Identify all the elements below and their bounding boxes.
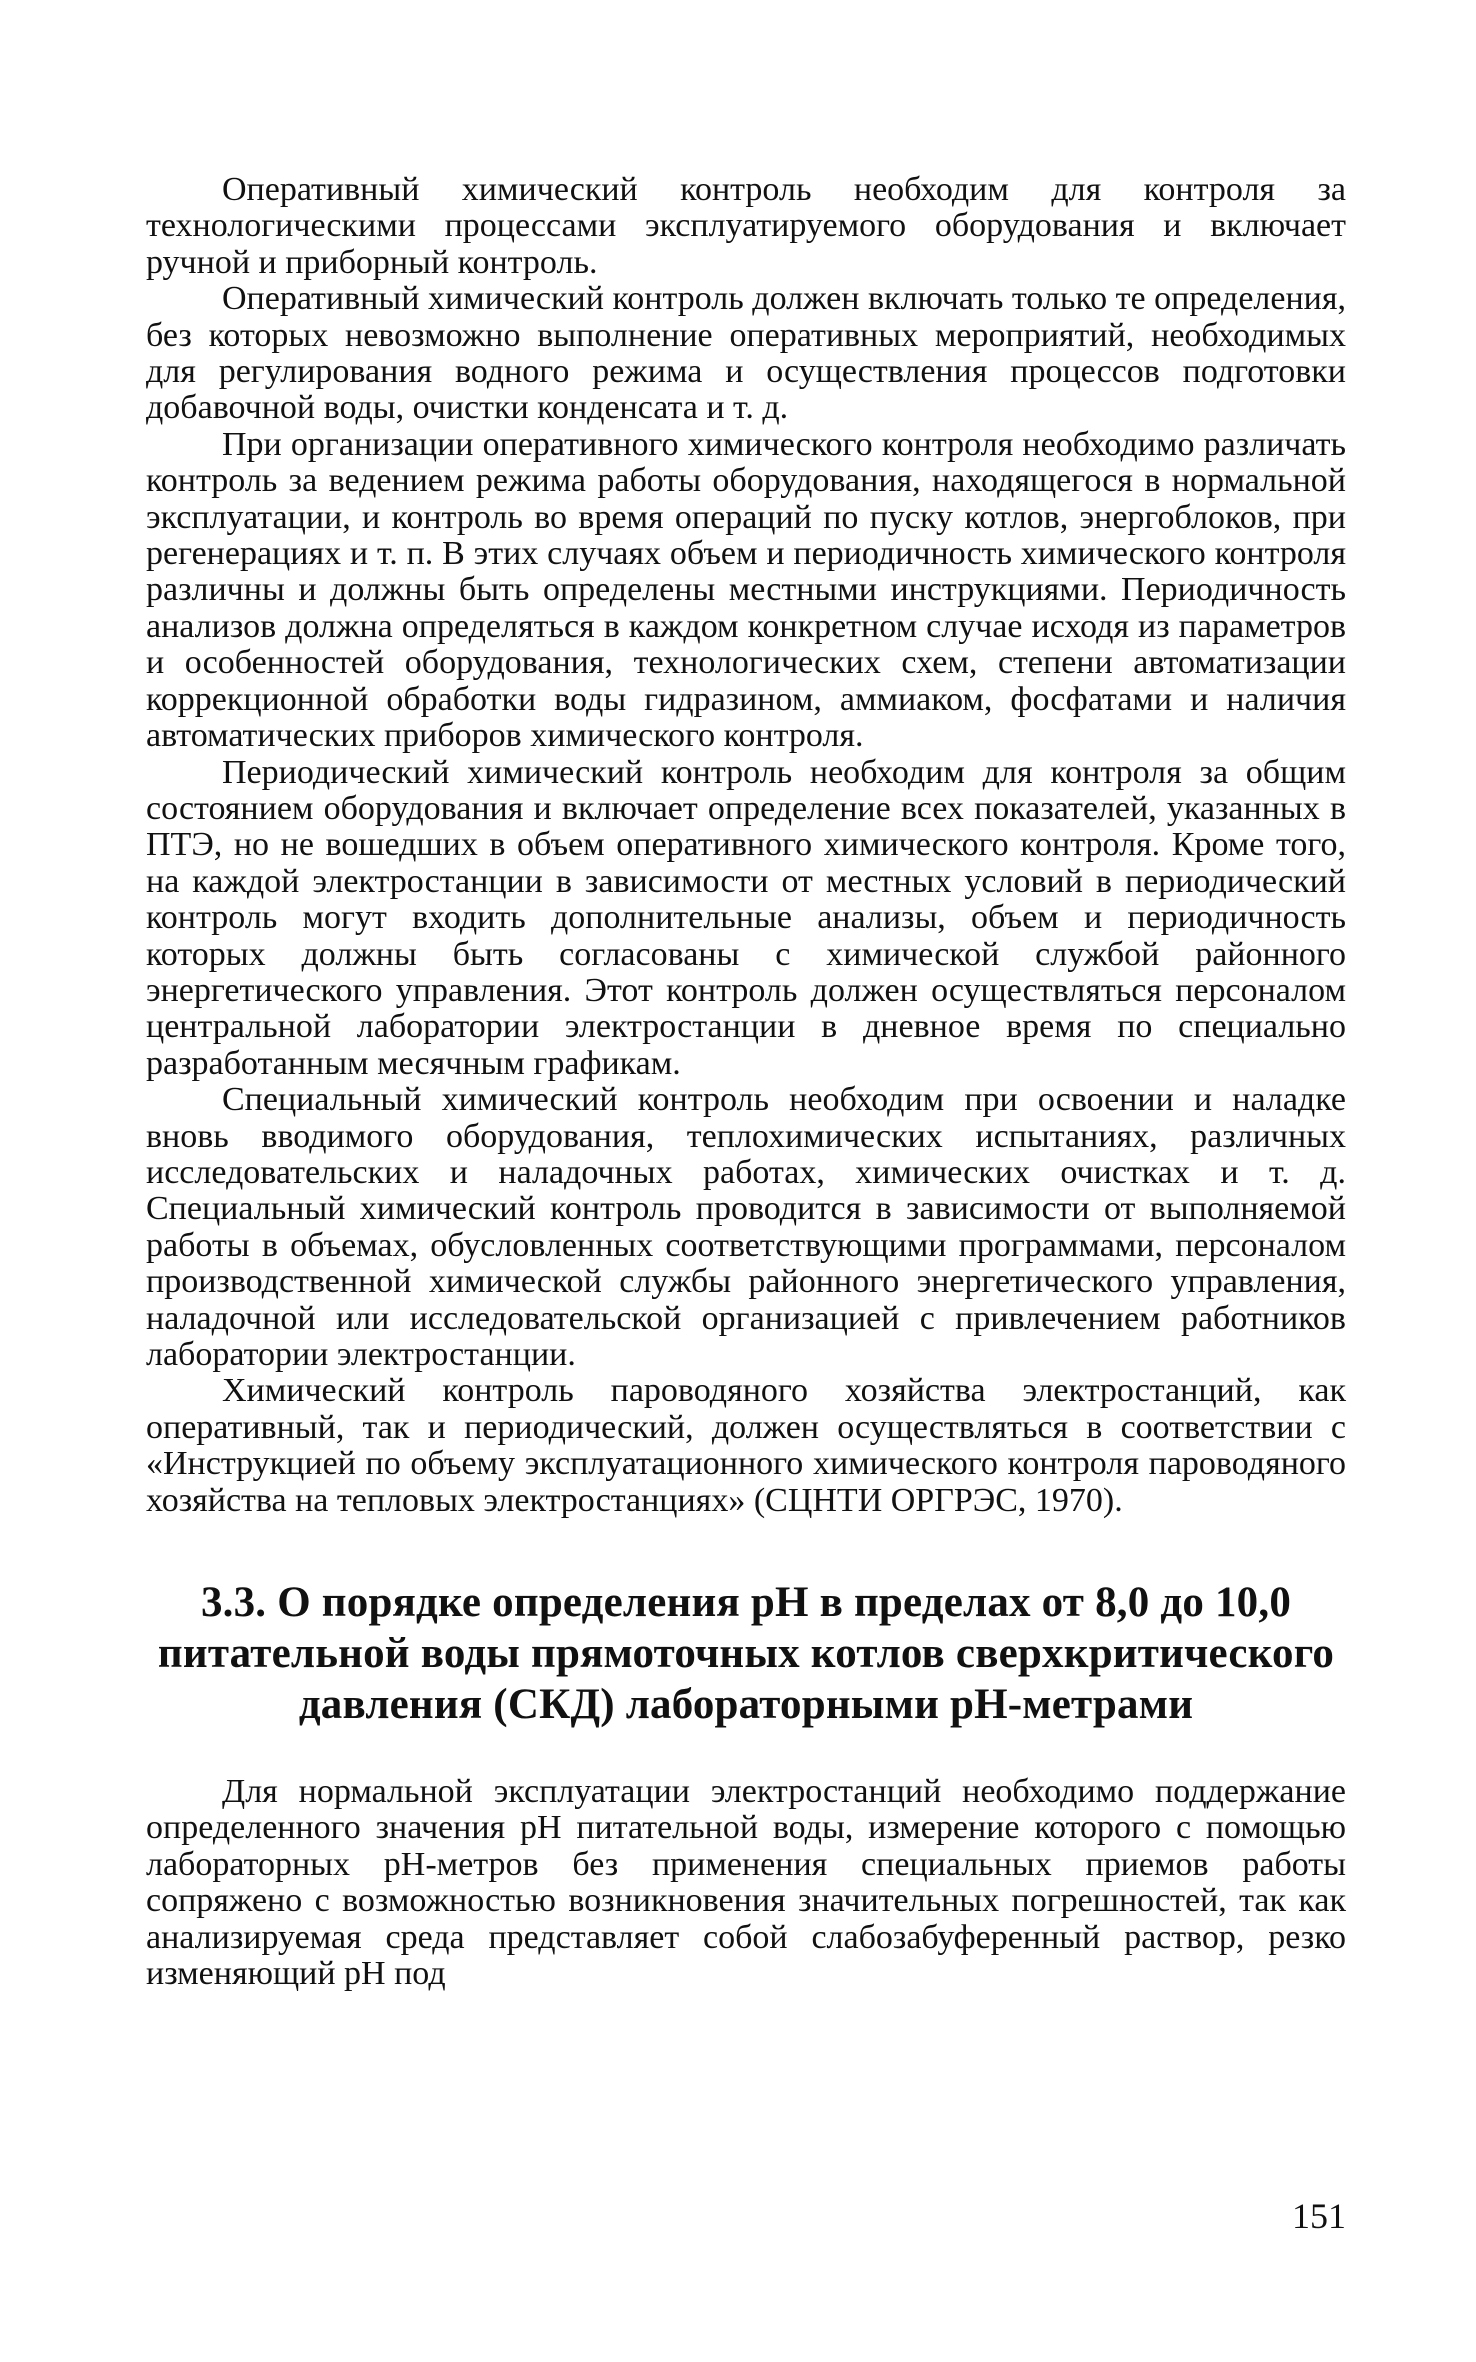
page-body	[146, 172, 1346, 1992]
section-heading: 3.3. О порядке определения pH в пределах от 8,0 до 10,0 питательной воды прямоточных котлов сверхкритического давления (СКД) лабораторными pH-метрами	[157, 1579, 1335, 1729]
page-number: 151	[1292, 2196, 1346, 2236]
paragraph-special-control: Специальный химический контроль необходим при освоении и наладке вновь вводимого оборудования, теплохимических испытаниях, различных исследовательских и наладочных работах, химических очистках и т. д. Специальный химический контроль проводится в зависимости от выполняемой работы в объемах, обусловленных соответствующими программами, персоналом производственной химической службы районного энергетического управления, наладочной или исследовательской организацией с привлечением работников лаборатории электростанции.	[146, 1081, 1346, 1373]
paragraph-operational-scope: Оперативный химический контроль должен включать только те определения, без которых невозможно выполнение оперативных мероприятий, необходимых для регулирования водного режима и осуществления процессов подготовки добавочной воды, очистки конденсата и т. д.	[146, 280, 1346, 427]
paragraph-instruction-reference: Химический контроль пароводяного хозяйства электростанций, как оперативный, так и периодический, должен осуществляться в соответствии с «Инструкцией по объему эксплуатационного химического контроля пароводяного хозяйства на тепловых электростанциях» (СЦНТИ ОРГРЭС, 1970).	[146, 1372, 1346, 1519]
paragraph-operational-control: Оперативный химический контроль необходим для контроля за технологическими процессами эксплуатируемого оборудования и включает ручной и приборный контроль.	[146, 171, 1346, 281]
paragraph-organization: При организации оперативного химического контроля необходимо различать контроль за ведением режима работы оборудования, находящегося в нормальной эксплуатации, и контроль во время операций по пуску котлов, энергоблоков, при регенерациях и т. п. В этих случаях объем и периодичность химического контроля различны и должны быть определены местными инструкциями. Периодичность анализов должна определяться в каждом конкретном случае исходя из параметров и особенностей оборудования, технологических схем, степени автоматизации коррекционной обработки воды гидразином, аммиаком, фосфатами и наличия автоматических приборов химического контроля.	[146, 425, 1346, 755]
paragraph-periodic-control: Периодический химический контроль необходим для контроля за общим состоянием оборудования и включает определение всех показателей, указанных в ПТЭ, но не вошедших в объем оперативного химического контроля. Кроме того, на каждой электростанции в зависимости от местных условий в периодический контроль могут входить дополнительные анализы, объем и периодичность которых должны быть согласованы с химической службой районного энергетического управления. Этот контроль должен осуществляться персоналом центральной лаборатории электростанции в дневное время по специально разработанным месячным графикам.	[146, 753, 1346, 1082]
paragraph-ph-intro: Для нормальной эксплуатации электростанций необходимо поддержание определенного значения pH питательной воды, измерение которого с помощью лабораторных pH-метров без применения специальных приемов работы сопряжено с возможностью возникновения значительных погрешностей, так как анализируемая среда представляет собой слабозабуференный раствор, резко изменяющий pH под	[146, 1773, 1346, 1993]
